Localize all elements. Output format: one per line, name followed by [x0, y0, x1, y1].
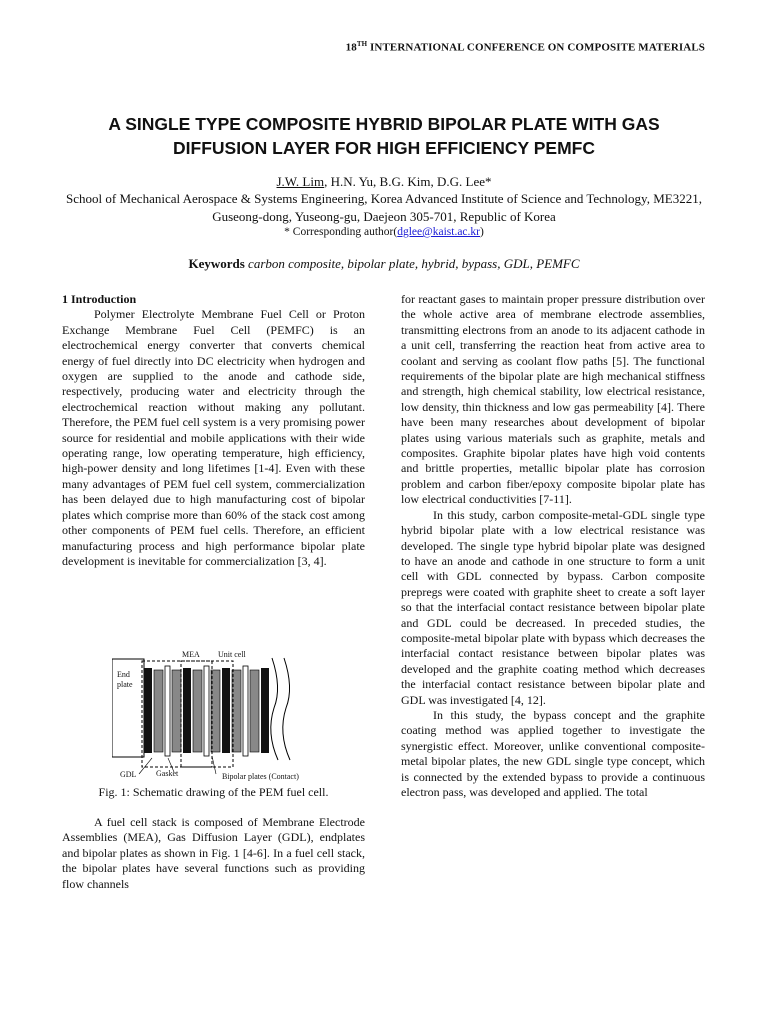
keywords-text: carbon composite, bipolar plate, hybrid, bypass, GDL, PEMFC — [248, 256, 580, 271]
conference-ordinal: 18 — [345, 41, 357, 54]
bipolar-plates-label: Bipolar plates (Contact) — [222, 772, 299, 781]
intro-paragraph-2: A fuel cell stack is composed of Membrane Electrode Assemblies (MEA), Gas Diffusion Layer (GDL), endplates and bipolar plates as shown in Fig. 1 [4-6]. In a fuel cell stack, the bipolar plates have several functions such as providing flow channels — [62, 815, 365, 891]
gdl-shape — [172, 670, 181, 752]
bipolar-plate-shape — [222, 668, 230, 753]
right-paragraph-3: In this study, the bypass concept and the graphite coating method was applied together to investigate the synergistic effect. Moreover, unlike conventional composite-metal bipolar plates, the new GDL single type concept, which is connected by the extended bypass to provide a continuous electron pass, was developed and applied. The total — [401, 707, 705, 799]
author-list — [60, 173, 708, 191]
bipolar-plate-shape — [261, 668, 269, 753]
end-plate-label-line2: plate — [117, 680, 133, 689]
keywords-line — [60, 256, 708, 272]
membrane-shape — [204, 666, 209, 756]
break-line-shape — [283, 658, 290, 760]
unit-cell-label: Unit cell — [218, 650, 246, 659]
membrane-shape — [165, 666, 170, 756]
conference-ordinal-suffix: TH — [356, 40, 368, 48]
first-author: J.W. Lim — [276, 174, 325, 189]
bipolar-leader — [212, 756, 216, 774]
right-column — [401, 292, 705, 800]
end-plate-label-line1: End — [117, 670, 130, 679]
gdl-shape — [154, 670, 163, 752]
keywords-label: Keywords — [188, 256, 245, 271]
section-heading: 1 Introduction — [62, 292, 137, 306]
mea-label: MEA — [182, 650, 200, 659]
affiliation: School of Mechanical Aerospace & Systems Engineering, Korea Advanced Institute of Science and Technology, ME3221, Guseong-dong, Yuseong-gu, Daejeon 305-701, Republic of Korea — [66, 191, 702, 224]
other-authors: , H.N. Yu, B.G. Kim, D.G. Lee* — [324, 174, 492, 189]
right-paragraph-1: for reactant gases to maintain proper pressure distribution over the whole active area of membrane electrode assemblies, transmitting electrons from an anode to its adjacent cathode in a unit cell, transferring the reaction heat from active area to coolant and serving as coolant flow paths [5]. The functional requirements of the bipolar plate are high mechanical stiffness and strength, high chemical stability, low electrical resistance, low density, thin thickness and low gas permeability [4]. There have been many researches about development of bipolar plates using various materials such as graphite, metals and composites. Graphite bipolar plates have high void contents and brittle properties, metallic bipolar plate has corrosion problem and carbon fiber/epoxy composite bipolar plate has low electrical conductivities [7-11]. — [401, 292, 705, 507]
fuel-cell-schematic — [112, 648, 332, 783]
corresponding-suffix: ) — [480, 226, 484, 238]
figure-1 — [112, 648, 332, 783]
intro-paragraph-1: Polymer Electrolyte Membrane Fuel Cell or Proton Exchange Membrane Fuel Cell (PEMFC) is an electrochemical energy converter that converts chemical energy of fuel directly into DC electricity when hydrogen and oxygen are supplied to the anode and cathode side, respectively, producing water and electricity through the electrochemical reaction without making any pollutant. Therefore, the PEM fuel cell system is a very promising power source for residential and mobile applications with their wide operating range, low operating temperature, high efficiency, high-power density and long lifetimes [1-4]. Even with these many advantages of PEM fuel cell system, commercialization has been delayed due to high manufacturing cost of bipolar plates which comprise more than 60% of the stack cost among other components of PEM fuel cells. Therefore, an efficient manufacturing process and high performance bipolar plate development is inevitable for commercialization [3, 4]. — [62, 307, 365, 568]
paper-title: A SINGLE TYPE COMPOSITE HYBRID BIPOLAR PLATE WITH GAS DIFFUSION LAYER FOR HIGH EFFICIENCY PEMFC — [108, 114, 660, 158]
corresponding-author — [60, 225, 708, 239]
conference-name: INTERNATIONAL CONFERENCE ON COMPOSITE MATERIALS — [367, 41, 705, 54]
gasket-label: Gasket — [156, 769, 179, 778]
break-line-shape — [271, 658, 278, 760]
membrane-shape — [243, 666, 248, 756]
conference-header — [346, 40, 705, 54]
figure-caption: Fig. 1: Schematic drawing of the PEM fuel cell. — [98, 785, 329, 799]
bipolar-plate-shape — [144, 668, 152, 753]
gdl-shape — [250, 670, 259, 752]
left-column-continued — [62, 815, 365, 892]
email-link[interactable]: dglee@kaist.ac.kr — [397, 226, 480, 238]
gdl-leader — [139, 758, 152, 774]
gdl-shape — [193, 670, 202, 752]
gdl-label: GDL — [120, 770, 137, 779]
right-paragraph-2: In this study, carbon composite-metal-GDL single type hybrid bipolar plate with a low electrical resistance was developed. The single type hybrid bipolar plate was designed to have an anode and cathode in one structure to form a unit cell with GDL connected by bypass. Carbon composite prepregs were coated with graphite sheet to create a soft layer so that the interfacial contact resistance between bipolar plate and GDL could be decreased. In preceded studies, the composite-metal bipolar plate with bypass which decreases the interfacial contact resistance between bipolar plates was developed and the graphite coating method which decreases the interfacial contact resistance between bipolar plate and GDL was investigated [4, 12]. — [401, 507, 705, 707]
corresponding-prefix: * Corresponding author( — [284, 226, 398, 238]
left-column — [62, 292, 365, 569]
bipolar-plate-shape — [183, 668, 191, 753]
